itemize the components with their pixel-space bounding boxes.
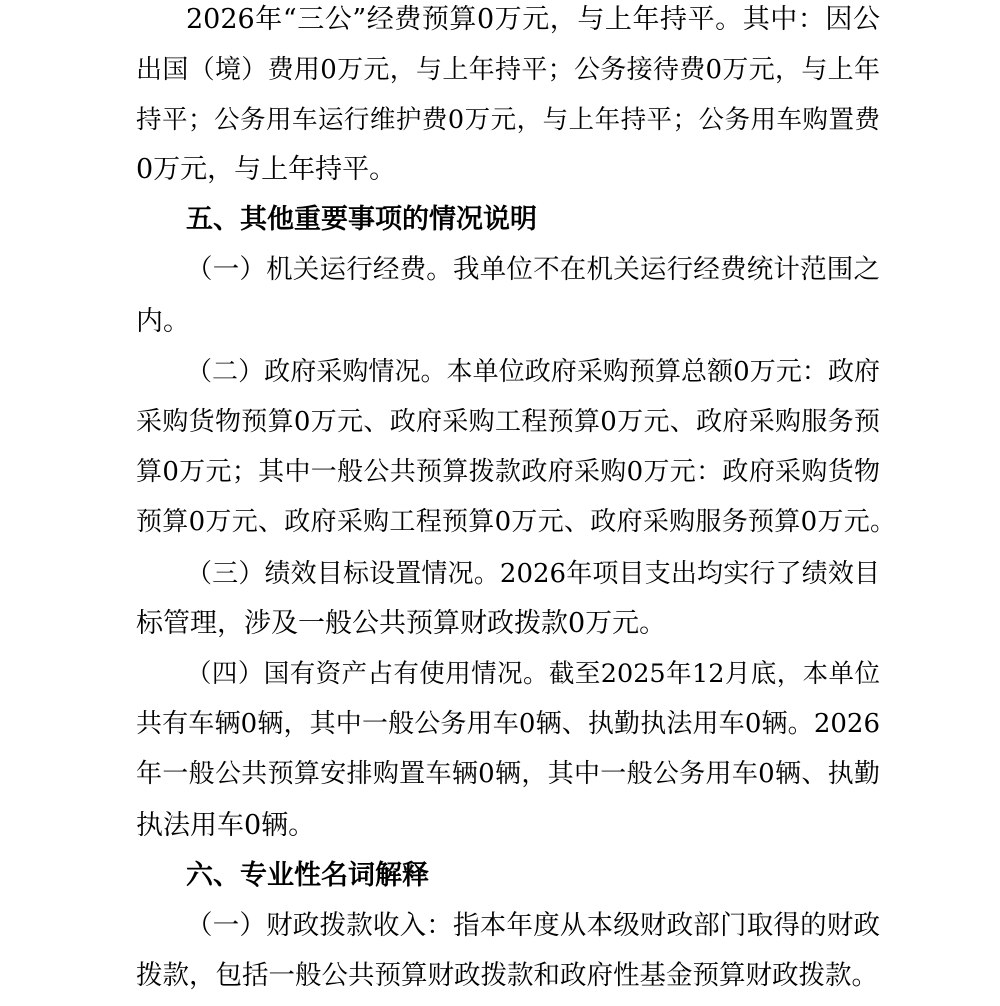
paragraph-operating-costs-line-1: （一）机关运行经费。我单位不在机关运行经费统计范围之 — [186, 254, 880, 285]
paragraph-fiscal-allocation-line-1: （一）财政拨款收入：指本年度从本级财政部门取得的财政 — [186, 910, 880, 941]
paragraph-procurement-line-1: （二）政府采购情况。本单位政府采购预算总额0万元：政府 — [186, 357, 880, 387]
paragraph-assets-line-4: 执法用车0辆。 — [136, 810, 316, 841]
paragraph-assets-line-3: 年一般公共预算安排购置车辆0辆，其中一般公务用车0辆、执勤 — [136, 759, 880, 789]
section-heading-terminology: 六、专业性名词解释 — [186, 860, 429, 891]
paragraph-three-public-line-1: 2026年“三公”经费预算0万元，与上年持平。其中：因公 — [186, 4, 880, 35]
paragraph-procurement-line-3: 算0万元；其中一般公共预算拨款政府采购0万元：政府采购货物 — [136, 457, 880, 487]
paragraph-performance-line-1: （三）绩效目标设置情况。2026年项目支出均实行了绩效目 — [186, 559, 880, 589]
paragraph-three-public-line-4: 0万元，与上年持平。 — [136, 154, 397, 185]
paragraph-three-public-line-2: 出国（境）费用0万元，与上年持平；公务接待费0万元，与上年 — [136, 55, 880, 85]
paragraph-assets-line-1: （四）国有资产占有使用情况。截至2025年12月底，本单位 — [186, 659, 880, 689]
paragraph-procurement-line-2: 采购货物预算0万元、政府采购工程预算0万元、政府采购服务预 — [136, 407, 880, 437]
paragraph-operating-costs-line-2: 内。 — [136, 306, 190, 337]
paragraph-performance-line-2: 标管理，涉及一般公共预算财政拨款0万元。 — [136, 608, 667, 639]
paragraph-fiscal-allocation-line-2: 拨款，包括一般公共预算财政拨款和政府性基金预算财政拨款。 — [136, 960, 878, 991]
paragraph-procurement-line-4: 预算0万元、政府采购工程预算0万元、政府采购服务预算0万元。 — [136, 507, 896, 537]
paragraph-three-public-line-3: 持平；公务用车运行维护费0万元，与上年持平；公务用车购置费 — [136, 105, 880, 135]
paragraph-assets-line-2: 共有车辆0辆，其中一般公务用车0辆、执勤执法用车0辆。2026 — [136, 709, 880, 739]
section-heading-other-matters: 五、其他重要事项的情况说明 — [186, 204, 537, 235]
